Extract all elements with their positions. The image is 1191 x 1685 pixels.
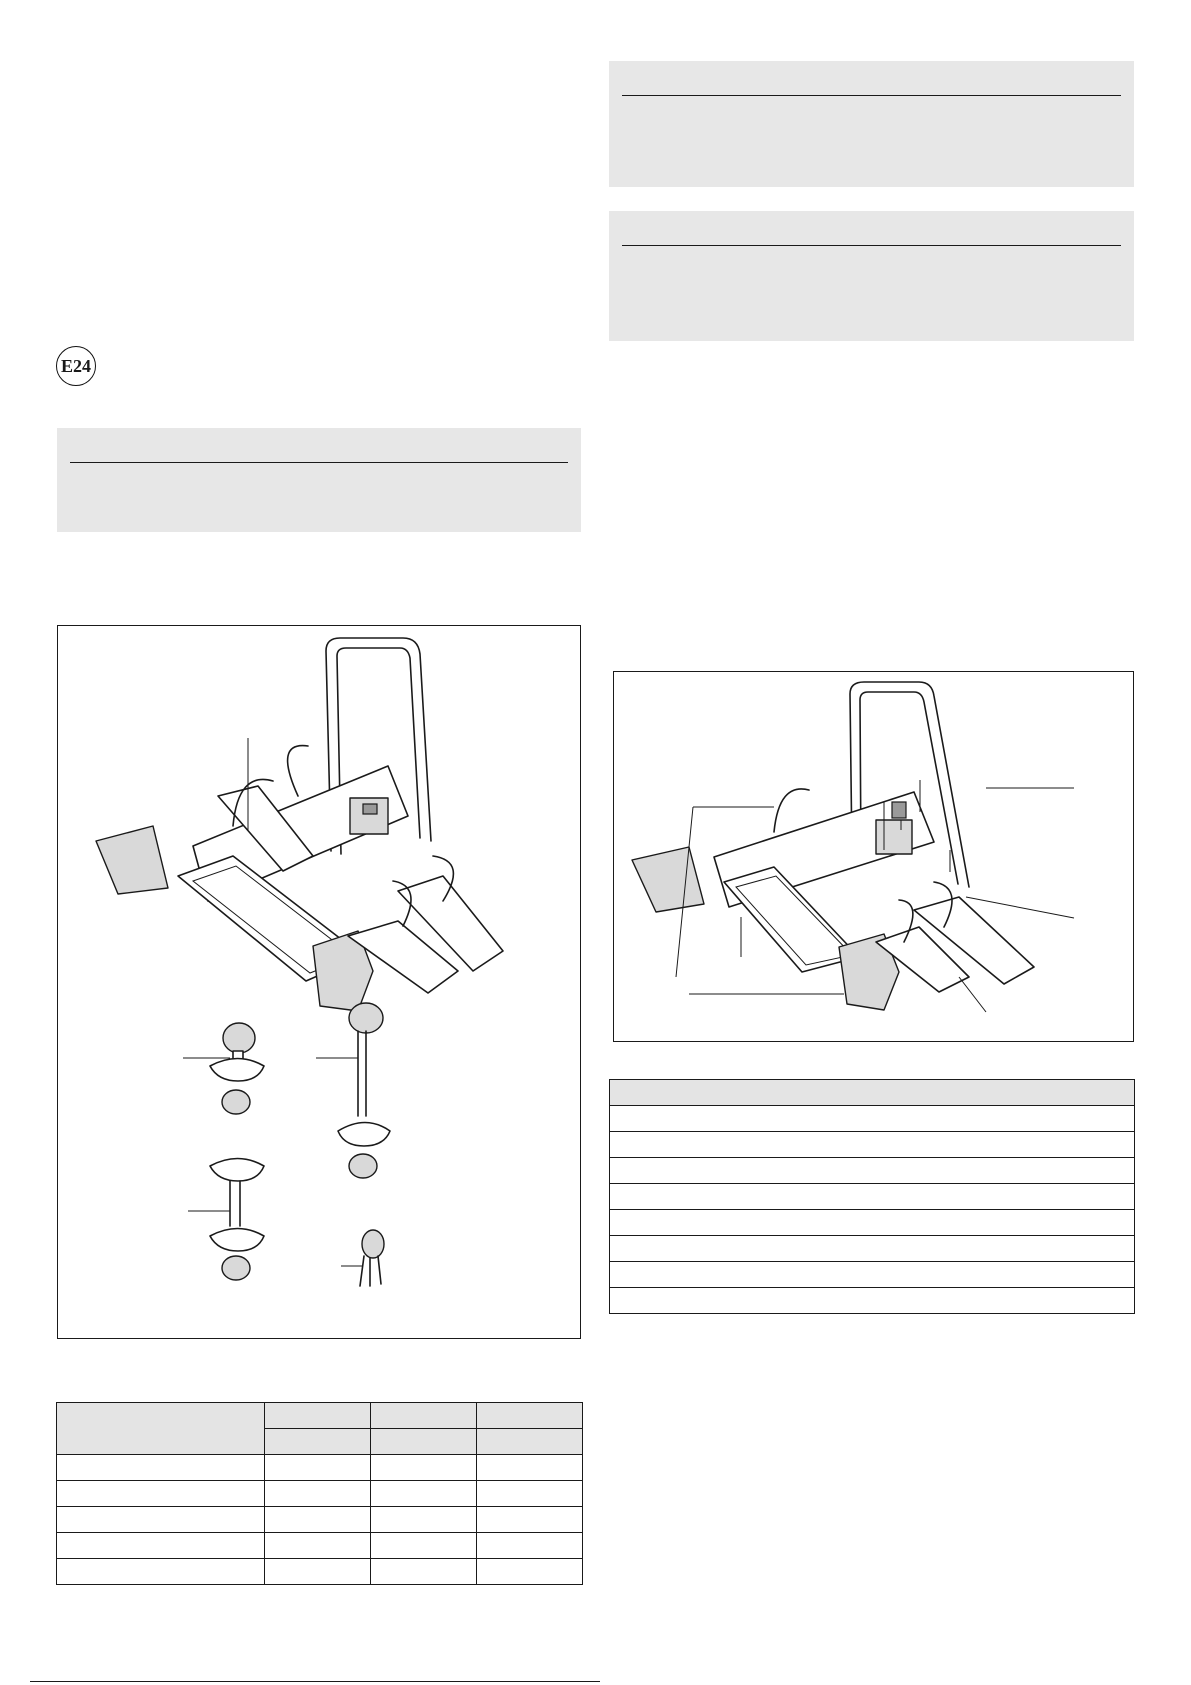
table-row [610, 1106, 1135, 1132]
table-cell [265, 1507, 371, 1533]
table-row [57, 1533, 583, 1559]
notice-divider [622, 245, 1121, 246]
table-header-cell [477, 1403, 583, 1429]
table-row [610, 1158, 1135, 1184]
table-header-cell [610, 1080, 1135, 1106]
notice-box-right-2 [609, 211, 1134, 341]
table-header-cell [371, 1403, 477, 1429]
table-cell [610, 1184, 1135, 1210]
table-cell [371, 1507, 477, 1533]
table-cell [265, 1481, 371, 1507]
parts-list-table [609, 1079, 1135, 1314]
table-header-cell [477, 1429, 583, 1455]
table-cell [265, 1559, 371, 1585]
table-cell [57, 1507, 265, 1533]
table-cell [57, 1455, 265, 1481]
table-cell [610, 1288, 1135, 1314]
table-cell [265, 1533, 371, 1559]
table-row [610, 1262, 1135, 1288]
table-row [610, 1288, 1135, 1314]
table-row [610, 1236, 1135, 1262]
table-header-cell [371, 1429, 477, 1455]
table-cell [477, 1559, 583, 1585]
table-cell [57, 1481, 265, 1507]
figure-carrier-parts [57, 625, 581, 1339]
table-row [57, 1559, 583, 1585]
table-cell [477, 1533, 583, 1559]
table-row [57, 1455, 583, 1481]
notice-divider [622, 95, 1121, 96]
accessory-short-frame-holder [183, 1023, 264, 1114]
table-cell [610, 1262, 1135, 1288]
table-cell [57, 1533, 265, 1559]
table-cell [610, 1106, 1135, 1132]
frame-holder-arm-2 [288, 746, 308, 796]
table-row [57, 1507, 583, 1533]
accessory-keys [341, 1230, 384, 1286]
accessory-long-frame-holder [316, 1003, 390, 1178]
carrier-callouts-illustration [614, 672, 1135, 1043]
notice-box-right-1 [609, 61, 1134, 187]
table-cell [57, 1559, 265, 1585]
table-cell [477, 1507, 583, 1533]
accessory-extension-piece [188, 1159, 264, 1281]
table-cell [610, 1210, 1135, 1236]
table-cell [477, 1481, 583, 1507]
table-header-cell [265, 1403, 371, 1429]
table-cell [610, 1158, 1135, 1184]
specification-table [56, 1402, 583, 1585]
table-row [57, 1481, 583, 1507]
table-cell [265, 1455, 371, 1481]
table-cell [371, 1559, 477, 1585]
footer-divider [30, 1681, 600, 1682]
notice-divider [70, 462, 568, 463]
left-light-housing [632, 847, 704, 912]
carrier-parts-illustration [58, 626, 582, 1340]
coupling-mechanism [876, 820, 912, 854]
table-cell [371, 1481, 477, 1507]
table-cell [371, 1533, 477, 1559]
e24-approval-mark [56, 346, 96, 386]
table-cell [371, 1455, 477, 1481]
table-row [610, 1132, 1135, 1158]
notice-box-left [57, 428, 581, 532]
table-header-cell [265, 1429, 371, 1455]
left-light-housing [96, 826, 168, 894]
table-row [610, 1210, 1135, 1236]
e24-approval-mark-text: E24 [60, 355, 91, 376]
frame-holder-arm-1 [774, 789, 809, 832]
figure-carrier-callouts [613, 671, 1134, 1042]
table-row [610, 1184, 1135, 1210]
table-header-cell [57, 1403, 265, 1455]
table-cell [610, 1236, 1135, 1262]
table-cell [610, 1132, 1135, 1158]
table-cell [477, 1455, 583, 1481]
